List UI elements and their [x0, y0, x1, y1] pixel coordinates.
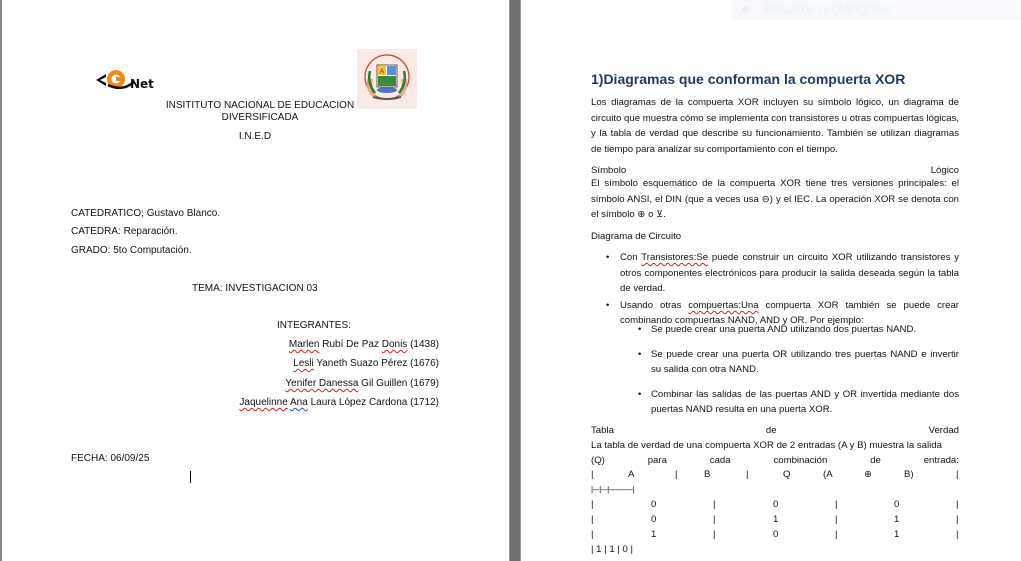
list-item: • Se puede crear una puerta AND utilizando dos puertas NAND.	[641, 322, 959, 338]
intro-paragraph: Los diagramas de la compuerta XOR incluyen su símbolo lógico, un diagrama de circuito que muestra cómo se implementa con transistores u otras compuertas lógicas, y la tabla de verdad que describe su funcionamiento. También se utilizan diagramas de tiempo para analizar su comportamiento con el tiempo.	[591, 97, 959, 155]
integrantes-label: INTEGRANTES:	[277, 320, 351, 331]
list-item: • Se puede crear una puerta OR utilizando tres puertas NAND e invertir su salida con otra NAND.	[641, 347, 959, 378]
spell-flag[interactable]: Donis	[381, 339, 408, 350]
section-heading: 1)Diagramas que conforman la compuerta XOR	[591, 71, 906, 87]
institute-acronym: I.N.E.D	[238, 131, 272, 142]
integrante-3: Yenifer Danessa Gil Guillen (1679)	[285, 378, 439, 389]
truth-intro-line1: La tabla de verdad de una compuerta XOR de 2 entradas (A y B) muestra la salida	[591, 440, 942, 451]
snip-mode-label[interactable]: Recorte rectangular	[764, 2, 894, 17]
truth-table-row: | 0 | 0 | 0 |	[591, 499, 959, 510]
cover-page[interactable]	[2, 0, 509, 561]
list-item: • Con Transistores:Se puede construir un circuito XOR utilizando transistores y otros componentes electrónicos para producir la salida deseada según la tabla de verdad.	[609, 250, 959, 297]
spell-flag[interactable]: Lesli	[293, 358, 314, 369]
institute-name-line1: INSITITUTO NACIONAL DE EDUCACION	[165, 100, 355, 111]
school-seal-logo	[357, 49, 417, 109]
spell-flag[interactable]: Marlen	[288, 339, 320, 350]
symbol-heading: Símbolo Lógico	[591, 165, 959, 176]
fecha-line: FECHA: 06/09/25	[71, 453, 150, 464]
nand-examples-list	[641, 322, 959, 427]
institute-name-line2: DIVERSIFICADA	[221, 112, 299, 123]
gnet-logo	[94, 68, 166, 92]
truth-table-header: | A | B | Q (A ⊕ B) |	[591, 469, 959, 480]
circuit-methods-list	[609, 250, 959, 330]
truth-intro-line2: (Q) para cada combinación de entrada:	[591, 455, 959, 466]
svg-text:A: A	[379, 67, 385, 76]
spell-flag[interactable]: compuertas:Una	[688, 299, 759, 311]
svg-text:Net: Net	[130, 77, 154, 91]
integrante-2: Lesli Yaneth Suazo Pérez (1676)	[293, 358, 439, 369]
grado-line: GRADO: 5to Computación.	[71, 245, 192, 256]
list-item: • Combinar las salidas de las puertas AND y OR invertida mediante dos puertas NAND resulta en una puerta XOR.	[641, 387, 959, 418]
truth-table-row: | 1 | 0 | 1 |	[591, 529, 959, 540]
text-cursor	[190, 471, 191, 483]
circuit-heading: Diagrama de Circuito	[591, 231, 682, 242]
symbol-paragraph: El símbolo esquemático de la compuerta XOR tiene tres versiones principales: el símbolo ANSI, el DIN (que a veces usa ⊖) y el IEC. La operación XOR se denota con el símbolo ⊕ o ⊻.	[591, 178, 959, 221]
list-item: • Usando otras compuertas:Una compuerta XOR también se puede crear combinando compuertas NAND, AND y OR. Por ejemplo:	[609, 298, 959, 329]
spell-flag[interactable]: Transistores:Se	[641, 252, 709, 263]
truth-table-row: | 0 | 1 | 1 |	[591, 514, 959, 525]
grammar-flag[interactable]: Ana	[290, 397, 308, 408]
catedra-line: CATEDRA: Reparación.	[71, 226, 178, 237]
spell-flag[interactable]: Yenifer Danessa	[285, 378, 359, 389]
catedratico-line: CATEDRATICO; Gustavo Blanco.	[71, 208, 221, 219]
spell-flag[interactable]: Jaquelinne	[239, 397, 288, 408]
record-dot-icon	[742, 6, 749, 13]
truth-table-heading: Tabla de Verdad	[591, 425, 959, 436]
integrante-4: Jaquelinne Ana Laura López Cardona (1712)	[239, 397, 439, 408]
page-gutter	[509, 0, 521, 561]
integrante-1: Marlen Rubí De Paz Donis (1438)	[288, 339, 439, 350]
tema-line: TEMA: INVESTIGACION 03	[192, 283, 318, 294]
truth-table-last-row: | 1 | 1 | 0 |	[591, 544, 633, 555]
truth-table-separator: |---|---|-----------|	[591, 485, 635, 494]
